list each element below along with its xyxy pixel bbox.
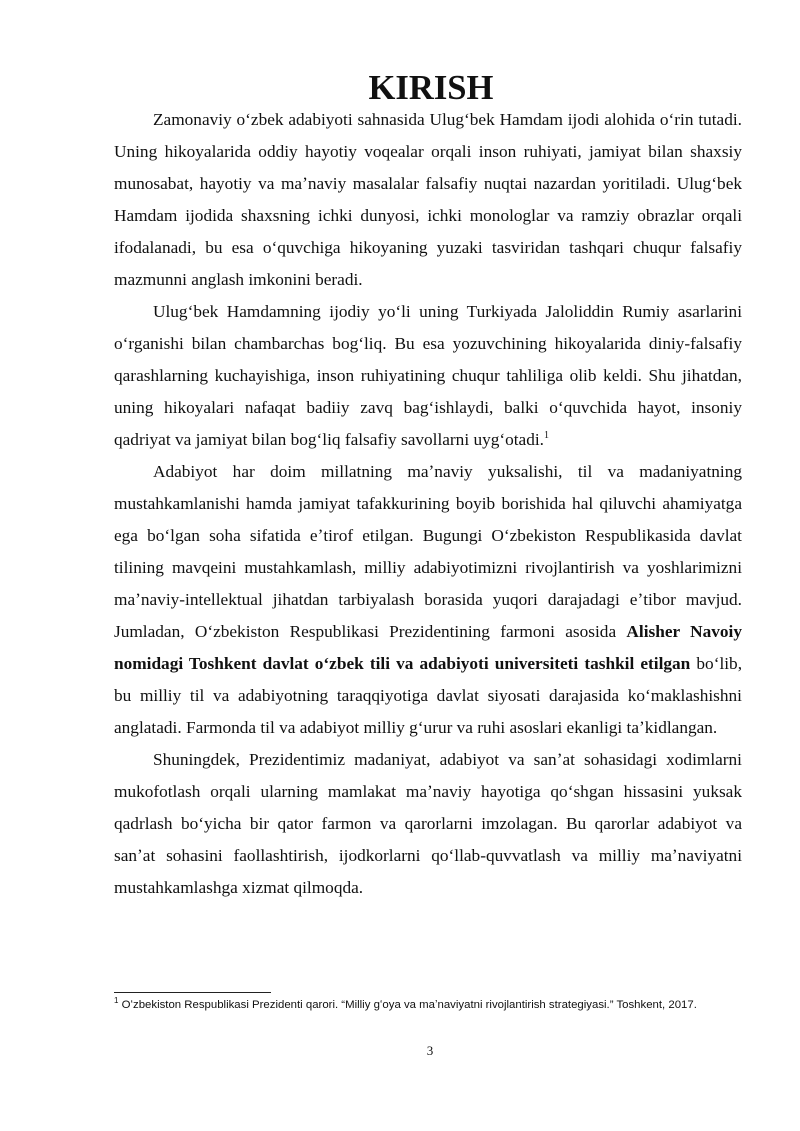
paragraph-3-text-before: Adabiyot har doim millatning maʼnaviy yuksalishi, til va madaniyatning mustahkamlanishi hamda jamiyat tafakkurining boyib borishida hal qiluvchi ahamiyatga ega boʻlgan soha sifatida eʼtirof etilgan. Bugungi Oʻzbekiston Respublikasida davlat tilining mavqeini mustahkamlash, milliy adabiyotimizni rivojlantirish va yoshlarimizni maʼnaviy-intellektual jihatdan tarbiyalash borasida yuqori darajadagi eʼtibor mavjud. Jumladan, Oʻzbekiston Respublikasi Prezidentining farmoni asosida bbox=[114, 462, 742, 641]
footnote-text: Oʻzbekiston Respublikasi Prezidenti qarori. “Milliy gʻoya va maʼnaviyatni rivojlantirish strategiyasi.” Toshkent, 2017. bbox=[118, 999, 697, 1011]
paragraph-2 bbox=[114, 296, 742, 456]
footnote-reference[interactable]: 1 bbox=[544, 430, 549, 442]
paragraph-3-bold-text: Alisher Navoiy nomidagi Toshkent davlat oʻzbek tili va adabiyoti universiteti tashkil etilgan bbox=[114, 622, 742, 673]
footnote-separator bbox=[114, 992, 271, 993]
footnote-number: 1 bbox=[114, 996, 119, 1006]
footnote bbox=[114, 996, 742, 1015]
paragraph-1-text: Zamonaviy oʻzbek adabiyoti sahnasida Ulugʻbek Hamdam ijodi alohida oʻrin tutadi. Uning hikoyalarida oddiy hayotiy voqealar orqali inson ruhiyati, jamiyat bilan shaxsiy munosabat, hayotiy va maʼnaviy masalalar falsafiy nuqtai nazardan yoritiladi. Ulugʻbek Hamdam ijodida shaxsning ichki dunyosi, ichki monologlar va ramziy obrazlar orqali ifodalanadi, bu esa oʻquvchiga hikoyaning yuzaki tasviridan tashqari chuqur falsafiy mazmunni anglash imkonini beradi. bbox=[114, 110, 742, 289]
page-number: 3 bbox=[426, 1043, 434, 1058]
paragraph-1 bbox=[114, 104, 742, 296]
paragraph-3 bbox=[114, 456, 742, 744]
paragraph-3-text-after: boʻlib, bu milliy til va adabiyotning taraqqiyotiga davlat siyosati darajasida koʻmaklashishni anglatadi. Farmonda til va adabiyot milliy gʻurur va ruhi asoslari ekanligi taʼkidlangan. bbox=[114, 654, 743, 737]
page-body bbox=[114, 69, 743, 904]
paragraph-4-text: Shuningdek, Prezidentimiz madaniyat, adabiyot va sanʼat sohasidagi xodimlarni mukofotlash orqali ularning mamlakat maʼnaviy hayotiga qoʻshgan hissasini yuksak qadrlash boʻyicha bir qator farmon va qarorlarni imzolagan. Bu qarorlar adabiyot va sanʼat sohasini faollashtirish, ijodkorlarni qoʻllab-quvvatlash va milliy maʼnaviyatni mustahkamlashga xizmat qilmoqda. bbox=[114, 750, 742, 897]
page-title: KIRISH bbox=[368, 69, 494, 107]
paragraph-4 bbox=[114, 744, 742, 904]
paragraph-2-text: Ulugʻbek Hamdamning ijodiy yoʻli uning Turkiyada Jaloliddin Rumiy asarlarini oʻrganishi bilan chambarchas bogʻliq. Bu esa yozuvchining hikoyalarida diniy-falsafiy qarashlarning kuchayishiga, inson ruhiyatining chuqur tahliliga olib keldi. Shu jihatdan, uning hikoyalari nafaqat badiiy zavq bagʻishlaydi, balki oʻquvchida hayot, insoniy qadriyat va jamiyat bilan bogʻliq falsafiy savollarni uygʻotadi. bbox=[114, 302, 742, 449]
